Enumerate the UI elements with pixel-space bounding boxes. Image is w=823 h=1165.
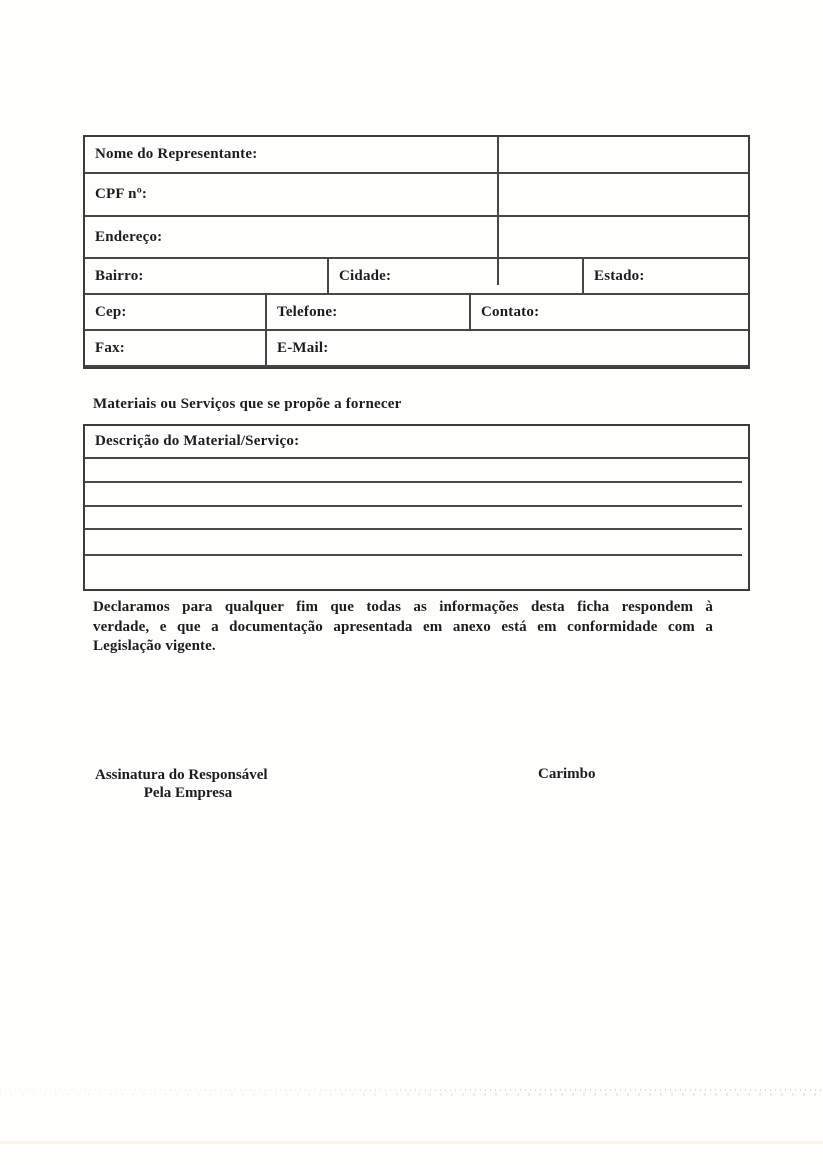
declaration-line: Declaramos para qualquer fim que todas as informações desta ficha respondem à — [93, 599, 713, 615]
table-row — [85, 137, 748, 174]
representative-info-table — [83, 135, 750, 369]
materials-section-heading: Materiais ou Serviços que se propõe a fornecer — [93, 396, 402, 412]
state-label: Estado: — [582, 259, 748, 293]
empty-row-line — [85, 554, 742, 556]
district-label: Bairro: — [95, 267, 144, 284]
declaration-line: Legislação vigente. — [93, 638, 216, 654]
empty-row-line — [85, 481, 742, 483]
table-row — [85, 331, 748, 367]
description-header: Descrição do Material/Serviço: — [85, 426, 748, 459]
cpf-label: CPF nº: — [95, 186, 148, 202]
name-label: Nome do Representante: — [95, 146, 258, 162]
phone-label: Telefone: — [265, 295, 469, 329]
fax-label: Fax: — [95, 339, 125, 356]
scan-noise-band — [0, 1088, 823, 1097]
declaration-line: verdade, e que a documentação apresentada em anexo está em conformidade com a — [93, 618, 713, 635]
table-row — [85, 259, 748, 295]
table-row — [85, 295, 748, 331]
contact-label: Contato: — [469, 295, 748, 329]
material-description-table — [83, 424, 750, 591]
signature-label-line1: Assinatura do Responsável — [95, 767, 268, 783]
empty-row-line — [85, 528, 742, 530]
table-row — [85, 217, 748, 259]
address-label: Endereço: — [95, 228, 163, 245]
signature-label-line2: Pela Empresa — [143, 785, 233, 801]
city-label: Cidade: — [327, 259, 582, 293]
table-row — [85, 174, 748, 217]
table-column-divider — [497, 137, 499, 285]
declaration-paragraph — [93, 598, 713, 657]
scan-artifact-line — [0, 1141, 823, 1144]
stamp-label: Carimbo — [538, 766, 596, 782]
zip-label: Cep: — [95, 303, 127, 320]
empty-row-line — [85, 505, 742, 507]
email-label: E-Mail: — [265, 331, 748, 365]
signature-label-block — [95, 766, 281, 802]
